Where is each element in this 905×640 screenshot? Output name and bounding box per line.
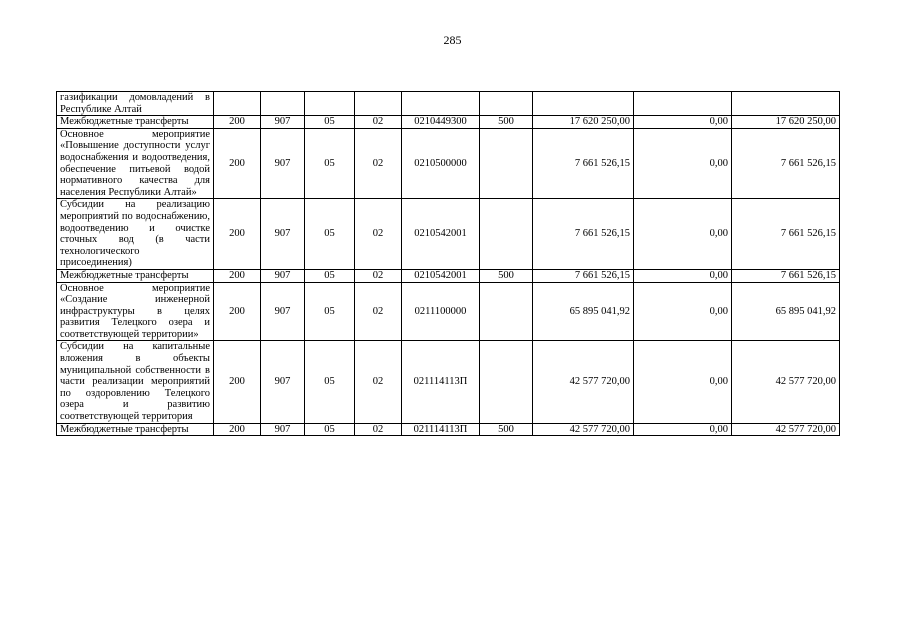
description-line: услуг водоснабжения и	[60, 140, 211, 163]
cell-sum-2: 0,00	[634, 128, 732, 199]
description-line: муниципальной	[60, 364, 132, 376]
description-line: территории»	[141, 328, 199, 340]
description-line: развития Телецкого озера и	[60, 317, 210, 329]
cell-sum-3: 7 661 526,15	[732, 199, 840, 270]
cell-sum-1: 65 895 041,92	[533, 282, 634, 341]
description-line: сточных вод (в части	[60, 234, 210, 246]
cell-ved: 907	[261, 341, 305, 423]
cell-rz: 05	[305, 116, 355, 129]
cell-rz	[305, 92, 355, 116]
cell-sum-1: 7 661 526,15	[533, 269, 634, 282]
description-line: соответствующей	[60, 328, 140, 340]
cell-csr: 021114113П	[402, 423, 480, 436]
cell-rz: 05	[305, 423, 355, 436]
description-line: Основное мероприятие	[60, 282, 210, 294]
cell-gr: 200	[214, 199, 261, 270]
cell-ved	[261, 92, 305, 116]
description-line: водоотведения, обеспечение	[60, 151, 211, 175]
cell-vr	[480, 199, 533, 270]
cell-sum-1	[533, 92, 634, 116]
cell-sum-3: 17 620 250,00	[732, 116, 840, 129]
description-line: Алтай»	[163, 186, 197, 198]
cell-vr	[480, 92, 533, 116]
cell-ved: 907	[261, 116, 305, 129]
cell-gr: 200	[214, 341, 261, 423]
cell-vr: 500	[480, 116, 533, 129]
cell-sum-2: 0,00	[634, 282, 732, 341]
description-line: водоснабжению,	[135, 210, 210, 222]
description-line: Субсидии на капитальные	[60, 341, 210, 353]
description-line: озера и развитию	[60, 399, 210, 411]
description-line: вложения в объекты	[60, 353, 210, 365]
cell-description	[57, 92, 214, 116]
cell-sum-1: 7 661 526,15	[533, 199, 634, 270]
description-line: в Республике Алтай	[60, 92, 211, 115]
cell-rz: 05	[305, 128, 355, 199]
table-row	[57, 341, 840, 423]
cell-ved: 907	[261, 128, 305, 199]
description-line: водоотведению и очистке	[60, 222, 210, 234]
cell-prz: 02	[355, 116, 402, 129]
page-number: 285	[443, 33, 462, 47]
table-row	[57, 116, 840, 129]
cell-prz: 02	[355, 341, 402, 423]
cell-gr: 200	[214, 269, 261, 282]
cell-gr: 200	[214, 128, 261, 199]
cell-vr	[480, 128, 533, 199]
cell-csr: 021114113П	[402, 341, 480, 423]
cell-sum-1: 17 620 250,00	[533, 116, 634, 129]
cell-vr: 500	[480, 423, 533, 436]
description-line: «Повышение доступности	[60, 140, 181, 152]
cell-csr	[402, 92, 480, 116]
description-line: оздоровлению Телецкого	[85, 387, 210, 399]
description-line: инфраструктуры в целях	[60, 305, 210, 317]
cell-sum-2: 0,00	[634, 423, 732, 436]
cell-description	[57, 116, 214, 129]
cell-sum-3: 42 577 720,00	[732, 423, 840, 436]
cell-vr	[480, 341, 533, 423]
description-line: газификации домовладений	[60, 92, 194, 103]
cell-csr: 0210542001	[402, 199, 480, 270]
cell-rz: 05	[305, 269, 355, 282]
cell-sum-2: 0,00	[634, 199, 732, 270]
description-line: Основное мероприятие	[60, 128, 210, 140]
cell-sum-2: 0,00	[634, 269, 732, 282]
cell-csr: 0211100000	[402, 282, 480, 341]
table-row	[57, 282, 840, 341]
description-line: реализации мероприятий по	[60, 376, 211, 399]
cell-gr: 200	[214, 282, 261, 341]
cell-csr: 0210500000	[402, 128, 480, 199]
description-line: нормативного качества для	[60, 175, 210, 187]
cell-description	[57, 269, 214, 282]
cell-prz	[355, 92, 402, 116]
cell-description	[57, 282, 214, 341]
description-line: Межбюджетные трансферты	[60, 423, 189, 435]
cell-prz: 02	[355, 282, 402, 341]
description-line: технологического	[60, 245, 140, 257]
description-line: Межбюджетные трансферты	[60, 269, 189, 281]
table-row	[57, 269, 840, 282]
cell-description	[57, 128, 214, 199]
cell-sum-2: 0,00	[634, 116, 732, 129]
description-line: населения Республики	[60, 186, 161, 198]
cell-sum-2: 0,00	[634, 341, 732, 423]
description-line: мероприятий по	[60, 210, 133, 222]
cell-sum-2	[634, 92, 732, 116]
description-line: территория	[141, 411, 193, 423]
description-line: собственности в части	[60, 364, 210, 388]
cell-description	[57, 199, 214, 270]
table-row	[57, 128, 840, 199]
table-row	[57, 199, 840, 270]
cell-sum-1: 42 577 720,00	[533, 423, 634, 436]
cell-rz: 05	[305, 199, 355, 270]
cell-description	[57, 423, 214, 436]
budget-table	[56, 91, 840, 436]
cell-sum-3: 7 661 526,15	[732, 269, 840, 282]
table-body	[57, 92, 840, 436]
description-line: Субсидии на реализацию	[60, 199, 210, 211]
table-row	[57, 92, 840, 116]
description-line: «Создание инженерной	[60, 294, 210, 306]
cell-prz: 02	[355, 128, 402, 199]
cell-csr: 0210542001	[402, 269, 480, 282]
cell-sum-3: 65 895 041,92	[732, 282, 840, 341]
cell-prz: 02	[355, 269, 402, 282]
cell-csr: 0210449300	[402, 116, 480, 129]
cell-description	[57, 341, 214, 423]
cell-sum-3: 7 661 526,15	[732, 128, 840, 199]
cell-sum-1: 7 661 526,15	[533, 128, 634, 199]
description-line: соответствующей	[60, 411, 140, 423]
cell-sum-3: 42 577 720,00	[732, 341, 840, 423]
description-line: питьевой водой	[129, 163, 211, 175]
cell-ved: 907	[261, 423, 305, 436]
cell-ved: 907	[261, 282, 305, 341]
description-line: присоединения)	[60, 257, 132, 269]
cell-sum-3	[732, 92, 840, 116]
cell-prz: 02	[355, 199, 402, 270]
cell-prz: 02	[355, 423, 402, 436]
cell-gr	[214, 92, 261, 116]
cell-rz: 05	[305, 282, 355, 341]
cell-vr: 500	[480, 269, 533, 282]
cell-rz: 05	[305, 341, 355, 423]
cell-ved: 907	[261, 269, 305, 282]
table-row	[57, 423, 840, 436]
cell-gr: 200	[214, 116, 261, 129]
cell-sum-1: 42 577 720,00	[533, 341, 634, 423]
description-line: Межбюджетные трансферты	[60, 116, 189, 128]
cell-ved: 907	[261, 199, 305, 270]
cell-vr	[480, 282, 533, 341]
cell-gr: 200	[214, 423, 261, 436]
